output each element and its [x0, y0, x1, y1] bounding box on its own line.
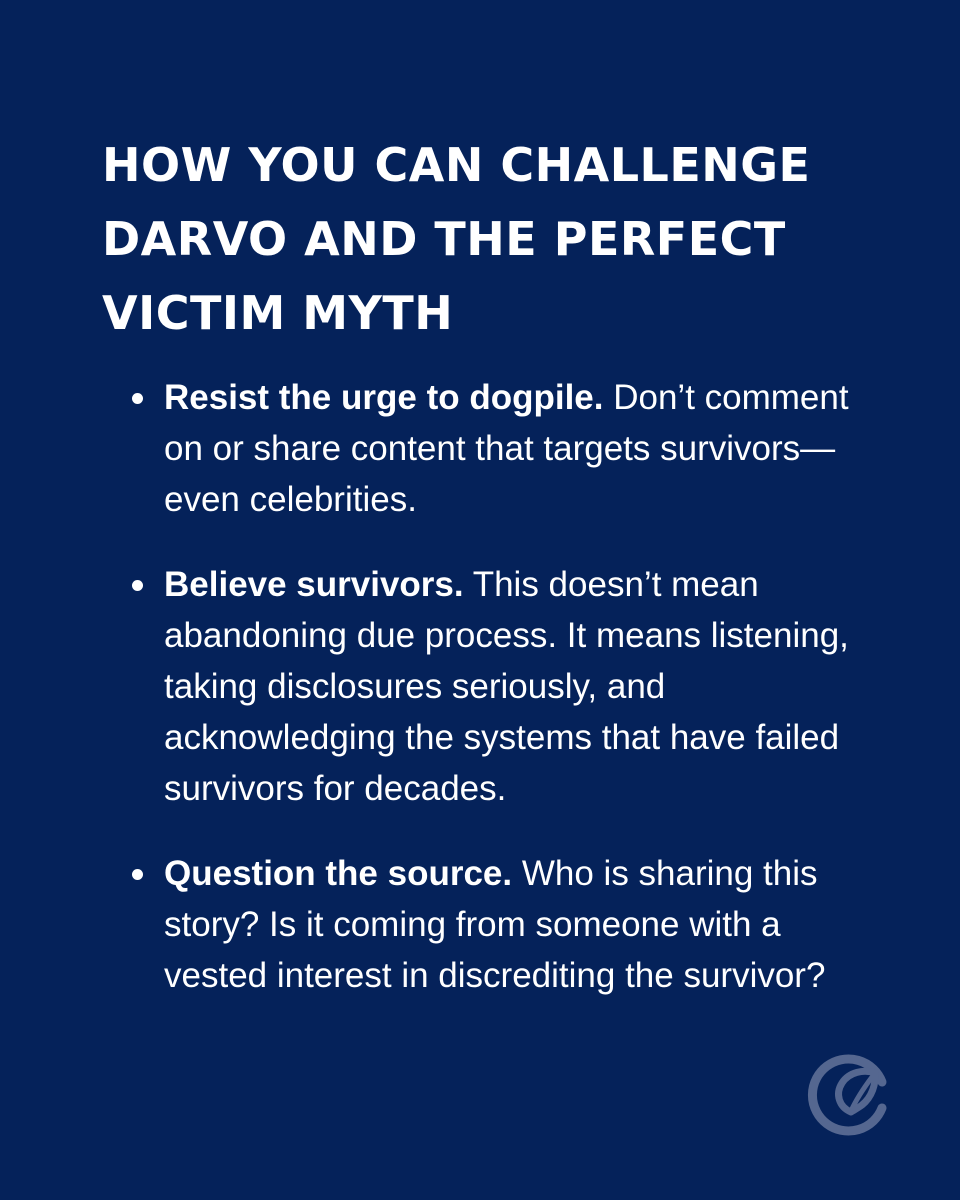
- list-item: [126, 372, 860, 525]
- tip-text: Who is sharing this story? Is it coming from someone with a vested interest in discrediting the survivor?: [164, 854, 826, 995]
- tip-heading: Question the source.: [164, 854, 513, 893]
- tip-heading: Resist the urge to dogpile.: [164, 378, 604, 417]
- page-title: HOW YOU CAN CHALLENGE DARVO AND THE PERFECT VICTIM MYTH: [102, 138, 811, 340]
- list-item: [126, 848, 860, 1001]
- tips-list: [126, 372, 860, 1035]
- leaf-circle-logo-icon: [806, 1046, 898, 1138]
- tip-text: This doesn’t mean abandoning due process. It means listening, taking disclosures seriously, and acknowledging the systems that have failed survivors for decades.: [164, 565, 849, 808]
- tip-text: Don’t comment on or share content that targets survivors—even celebrities.: [164, 378, 849, 519]
- list-item: [126, 559, 860, 814]
- tip-heading: Believe survivors.: [164, 565, 464, 604]
